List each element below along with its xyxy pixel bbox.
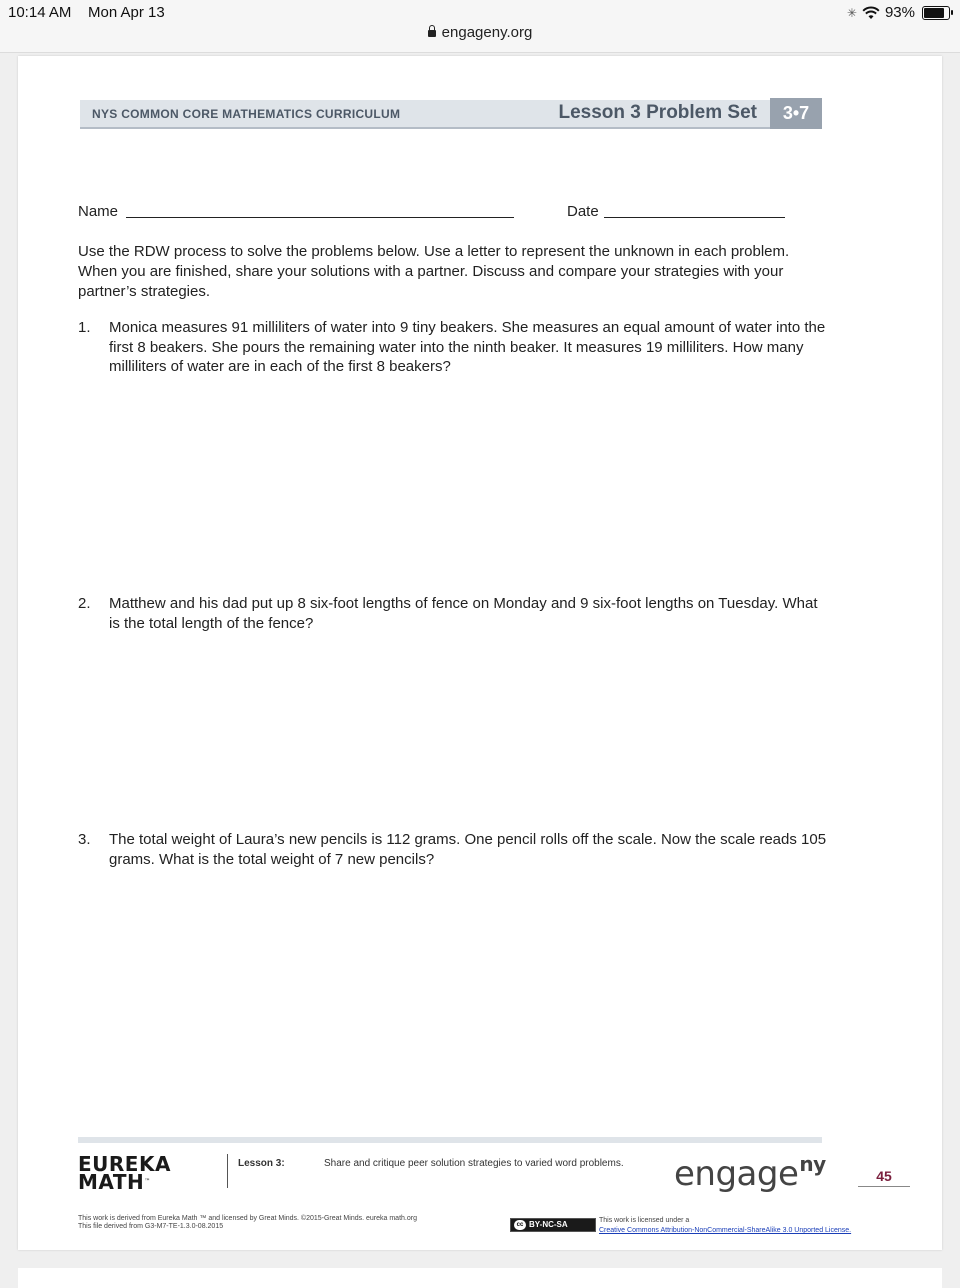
- status-bar: [0, 0, 960, 53]
- license-intro: This work is licensed under a: [599, 1217, 690, 1224]
- grade-module-badge: 3•7: [770, 98, 822, 129]
- problem-text: The total weight of Laura’s new pencils is 112 grams. One pencil rolls off the scale. Now the scale reads 105 grams. What is the total weight of 7 new pencils?: [109, 831, 827, 868]
- fine-print: [78, 1215, 417, 1231]
- footer-rule: [78, 1137, 822, 1143]
- engage-word: engage: [674, 1154, 799, 1194]
- fine-print-line-1: This work is derived from Eureka Math ™ and licensed by Great Minds. ©2015-Great Minds. eureka math.org: [78, 1215, 417, 1222]
- page-number: 45: [858, 1168, 910, 1187]
- footer-lesson-label: Lesson 3:: [238, 1158, 285, 1169]
- engage-ny: ny: [799, 1152, 826, 1176]
- lesson-header: [80, 100, 822, 129]
- name-label: Name: [78, 203, 119, 220]
- trademark: ™: [144, 1178, 151, 1185]
- problem-number: 2.: [78, 595, 91, 612]
- battery-icon: [922, 6, 950, 20]
- url-bar[interactable]: [0, 24, 960, 41]
- cc-icon: cc: [514, 1220, 526, 1230]
- status-date: Mon Apr 13: [88, 4, 165, 21]
- footer-divider: [227, 1154, 228, 1188]
- curriculum-label: NYS COMMON CORE MATHEMATICS CURRICULUM: [92, 107, 401, 121]
- activity-spinner-icon: ✳: [846, 5, 857, 20]
- lesson-title: Lesson 3 Problem Set: [558, 102, 757, 123]
- date-blank: [604, 217, 785, 218]
- license-text: [599, 1216, 851, 1236]
- date-label: Date: [567, 203, 599, 220]
- eureka-math-logo: [78, 1152, 171, 1194]
- url-text: engageny.org: [441, 24, 533, 41]
- license-link[interactable]: Creative Commons Attribution-NonCommercial-ShareAlike 3.0 Unported License.: [599, 1227, 852, 1234]
- problem-text: Monica measures 91 milliliters of water into 9 tiny beakers. She measures an equal amount of water into the first 8 beakers. She pours the remaining water into the ninth beaker. It measures 19 milliliters. How many milliliters of water are in each of the first 8 beakers?: [109, 319, 826, 375]
- cc-license-badge: [510, 1218, 596, 1232]
- cc-label: BY-NC-SA: [529, 1220, 568, 1229]
- problem-text: Matthew and his dad put up 8 six-foot lengths of fence on Monday and 9 six-foot lengths on Tuesday. What is the total length of the fence?: [109, 595, 818, 632]
- lock-icon: [428, 30, 436, 37]
- logo-line-1: EUREKA: [78, 1152, 171, 1176]
- instructions: Use the RDW process to solve the problems below. Use a letter to represent the unknown in each problem. When you are finished, share your solutions with a partner. Discuss and compare your strategies with your partner’s strategies.: [78, 243, 790, 300]
- problem-1: [78, 318, 828, 377]
- problem-number: 1.: [78, 319, 91, 336]
- battery-percent: 93%: [884, 4, 915, 21]
- problem-3: [78, 830, 828, 869]
- name-blank: [126, 217, 514, 218]
- document-page: [18, 56, 942, 1250]
- status-indicators: [847, 4, 950, 21]
- problem-2: [78, 594, 828, 633]
- fine-print-line-2: This file derived from G3-M7-TE-1.3.0-08.2015: [78, 1223, 224, 1230]
- footer-lesson-description: Share and critique peer solution strategies to varied word problems.: [324, 1158, 624, 1169]
- engageny-logo: [674, 1154, 826, 1194]
- battery-fill: [924, 8, 944, 18]
- wifi-icon: [862, 6, 880, 20]
- status-time: 10:14 AM: [8, 4, 72, 21]
- problem-number: 3.: [78, 831, 91, 848]
- logo-line-2: MATH: [78, 1170, 145, 1194]
- next-page-edge: [18, 1268, 942, 1288]
